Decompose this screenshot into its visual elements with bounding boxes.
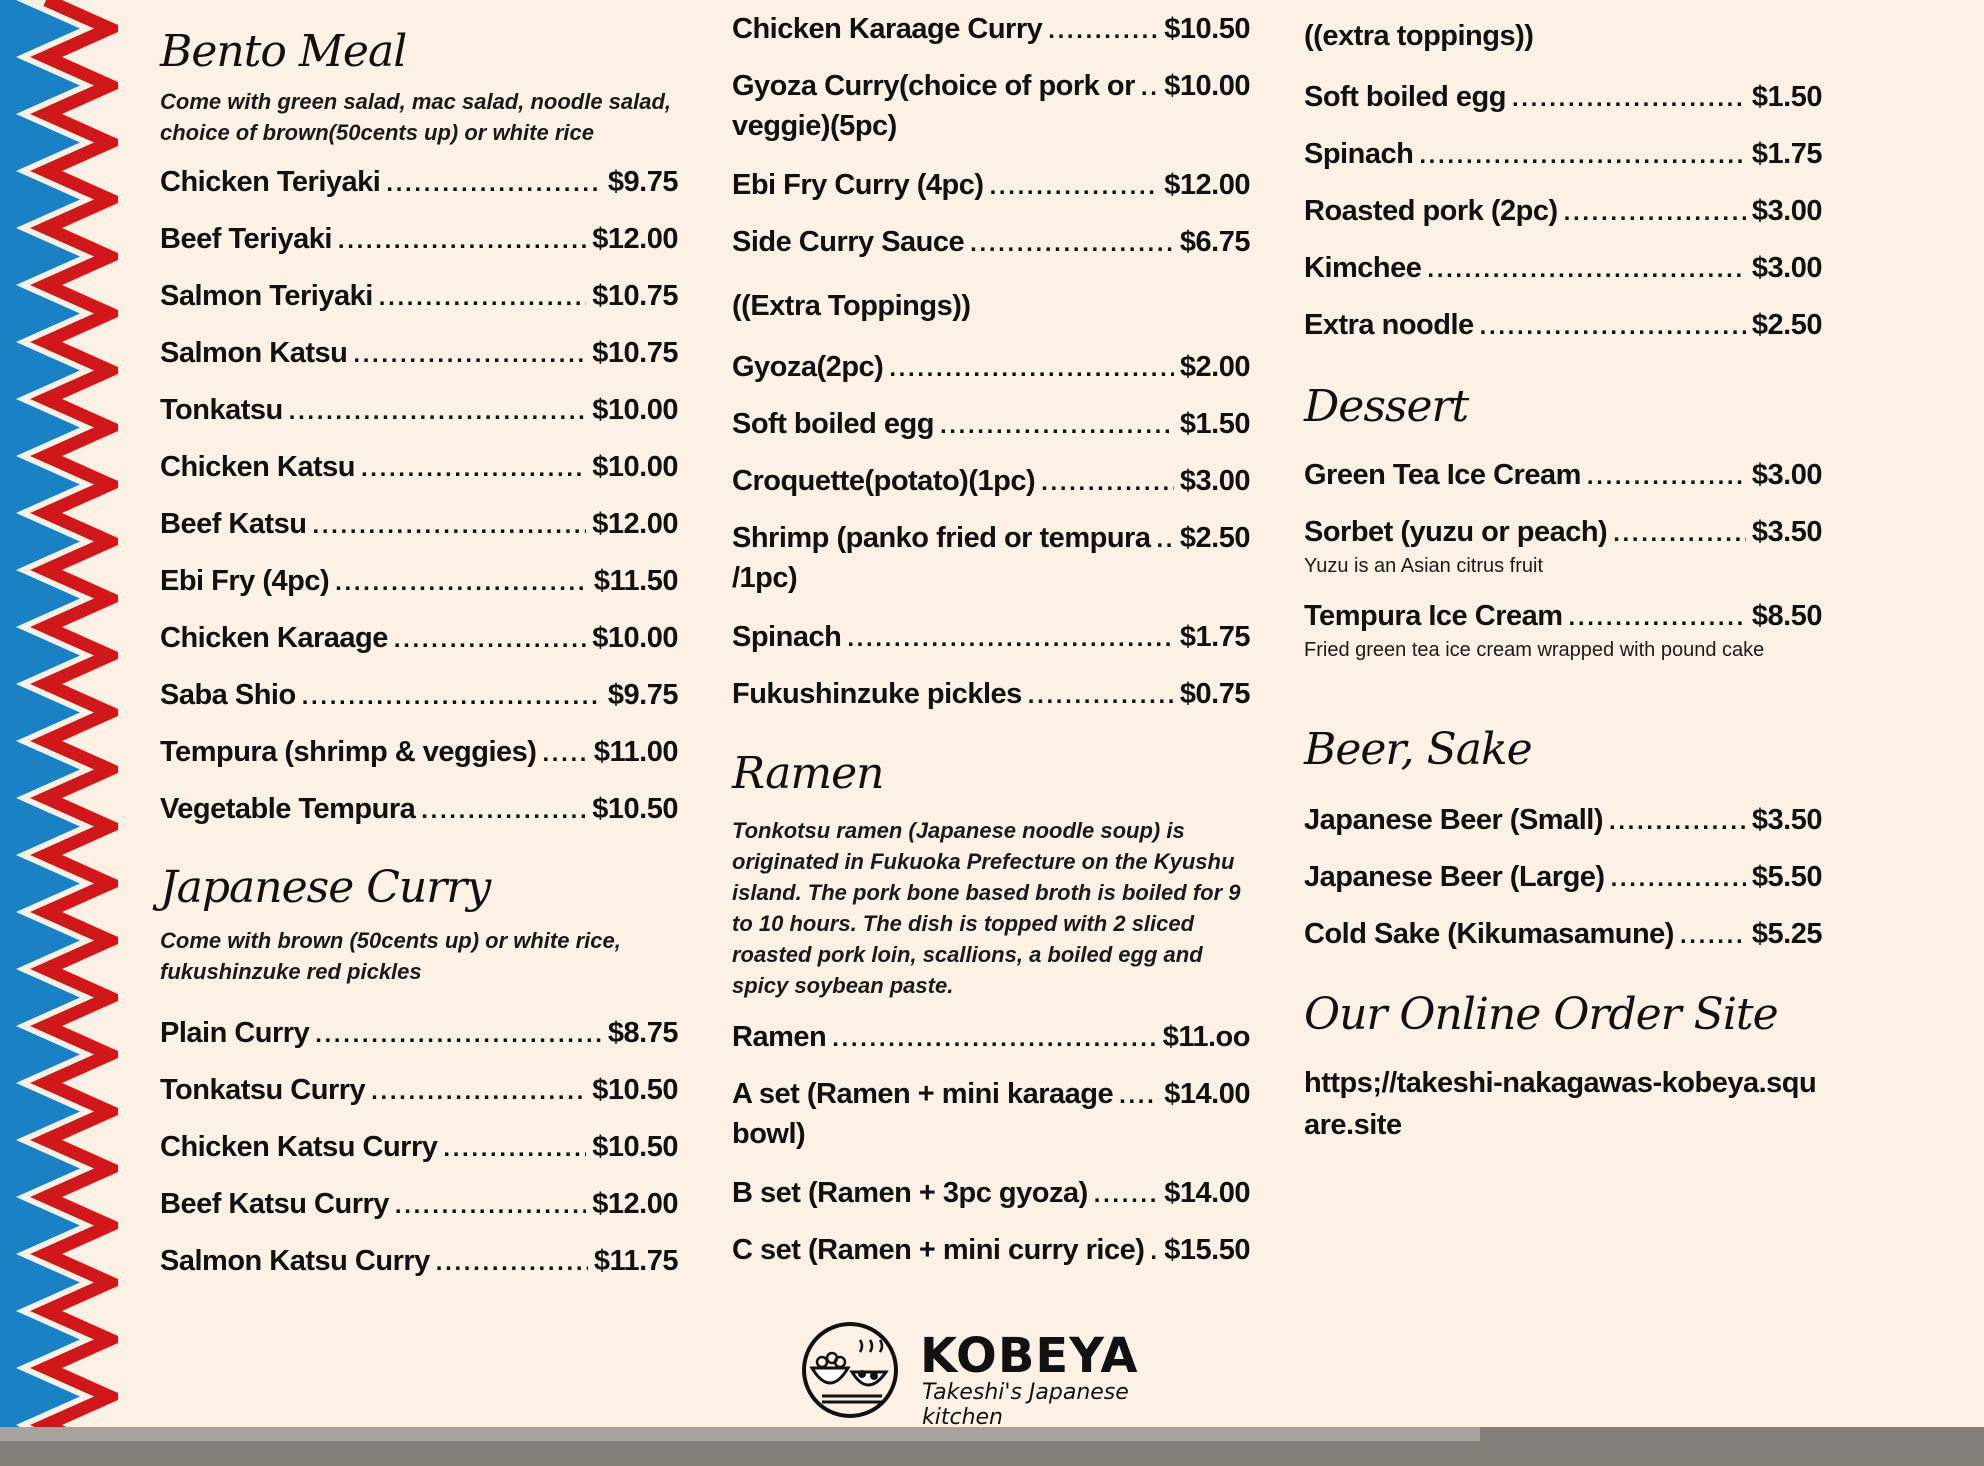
menu-item-price: $10.00: [1164, 70, 1250, 102]
menu-item-name: Spinach: [732, 621, 842, 653]
menu-item-price: $8.50: [1751, 600, 1822, 632]
menu-item: [1304, 857, 1822, 899]
menu-item-price: $11.50: [593, 565, 678, 597]
menu-item-name: Chicken Katsu: [160, 451, 355, 483]
rice-bowl-logo-icon: [792, 1318, 910, 1418]
leader-dots: [395, 1186, 586, 1226]
menu-item: [160, 675, 678, 717]
leader-dots: [832, 1019, 1157, 1059]
menu-item-name: Plain Curry: [160, 1017, 310, 1049]
menu-item-name: Fukushinzuke pickles: [732, 678, 1022, 710]
menu-item-price: $10.00: [592, 622, 678, 654]
leader-dots: [1512, 79, 1746, 119]
menu-item: [732, 1173, 1250, 1215]
menu-item: [732, 66, 1250, 142]
menu-item-price: $10.75: [592, 337, 678, 369]
menu-item-price: $11.00: [593, 736, 678, 768]
brand-tagline: Takeshi's Japanese kitchen: [922, 1380, 1129, 1427]
menu-item-price: $3.00: [1751, 459, 1822, 491]
menu-item: [1304, 305, 1822, 347]
leader-dots: [1041, 463, 1174, 503]
menu-item: [1304, 455, 1822, 497]
menu-item: [1304, 134, 1822, 176]
menu-item-name-continued: veggie)(5pc): [732, 110, 897, 142]
leader-dots: [1141, 68, 1158, 108]
menu-item: [732, 1074, 1250, 1150]
menu-item-price: $10.50: [592, 1131, 678, 1163]
menu-item-price: $2.00: [1179, 351, 1250, 383]
menu-item-price: $10.50: [1164, 13, 1250, 45]
menu-item-price: $14.00: [1164, 1078, 1250, 1110]
leader-dots: [1094, 1175, 1159, 1215]
leader-dots: [302, 677, 602, 717]
leader-dots: [1119, 1076, 1158, 1116]
menu-item-name: Shrimp (panko fried or tempura: [732, 522, 1151, 554]
menu-item: [160, 561, 678, 603]
menu-item: [732, 347, 1250, 389]
zigzag-border-decoration: [0, 0, 118, 1427]
menu-item: [732, 1017, 1250, 1059]
leader-dots: [1680, 916, 1746, 956]
menu-item-name: Roasted pork (2pc): [1304, 195, 1558, 227]
scroll-track[interactable]: [0, 1427, 1480, 1441]
menu-item-price: $10.75: [592, 280, 678, 312]
menu-item-name: A set (Ramen + mini karaage: [732, 1078, 1114, 1110]
menu-item-name: Saba Shio: [160, 679, 296, 711]
leader-dots: [1150, 1232, 1158, 1272]
menu-item: [732, 617, 1250, 659]
leader-dots: [542, 734, 587, 774]
menu-item-name: Japanese Beer (Large): [1304, 861, 1605, 893]
ramen-toppings-title: ((extra toppings)): [1304, 20, 1534, 52]
menu-item-name: Gyoza Curry(choice of pork or: [732, 70, 1135, 102]
menu-item-name: Ebi Fry Curry (4pc): [732, 169, 984, 201]
leader-dots: [353, 335, 586, 375]
menu-item-name: Ebi Fry (4pc): [160, 565, 330, 597]
leader-dots: [313, 506, 587, 546]
leader-dots: [940, 406, 1174, 446]
menu-item-price: $1.50: [1179, 408, 1250, 440]
menu-item-name: Soft boiled egg: [732, 408, 934, 440]
leader-dots: [335, 563, 588, 603]
leader-dots: [1419, 136, 1746, 176]
menu-item-price: $15.50: [1164, 1234, 1250, 1266]
menu-item-name: Soft boiled egg: [1304, 81, 1506, 113]
menu-item-name: Gyoza(2pc): [732, 351, 884, 383]
menu-item-name: Tonkatsu: [160, 394, 283, 426]
menu-item-price: $12.00: [1164, 169, 1250, 201]
menu-item: [160, 447, 678, 489]
menu-item-name: Spinach: [1304, 138, 1414, 170]
bento-description: Come with green salad, mac salad, noodle salad, choice of brown(50cents up) or white rice: [160, 89, 672, 145]
leader-dots: [889, 349, 1174, 389]
menu-item-name: Beef Teriyaki: [160, 223, 332, 255]
menu-item: [1304, 77, 1822, 119]
menu-item-price: $9.75: [607, 679, 678, 711]
menu-item-price: $14.00: [1164, 1177, 1250, 1209]
kobeya-logo: [792, 1318, 1212, 1427]
menu-item-price: $12.00: [592, 508, 678, 540]
menu-item-price: $10.50: [592, 793, 678, 825]
menu-item-name: C set (Ramen + mini curry rice): [732, 1234, 1145, 1266]
menu-item-price: $1.75: [1751, 138, 1822, 170]
menu-item-price: $10.00: [592, 394, 678, 426]
menu-item: [732, 518, 1250, 594]
leader-dots: [1587, 457, 1746, 497]
menu-item-name: B set (Ramen + 3pc gyoza): [732, 1177, 1088, 1209]
menu-item: [1304, 512, 1822, 554]
menu-item-name: Side Curry Sauce: [732, 226, 965, 258]
menu-item-note: Yuzu is an Asian citrus fruit: [1304, 555, 1544, 577]
menu-item: [160, 219, 678, 261]
menu-item-price: $11.75: [593, 1245, 678, 1277]
menu-item: [160, 1127, 678, 1169]
menu-item-price: $1.75: [1179, 621, 1250, 653]
menu-item-name: Tonkatsu Curry: [160, 1074, 366, 1106]
menu-item-name: Ramen: [732, 1021, 827, 1053]
menu-item-name: Vegetable Tempura: [160, 793, 416, 825]
leader-dots: [371, 1072, 586, 1112]
menu-item: [1304, 596, 1822, 638]
menu-item: [1304, 191, 1822, 233]
leader-dots: [421, 791, 586, 831]
leader-dots: [970, 224, 1174, 264]
leader-dots: [847, 619, 1174, 659]
leader-dots: [1048, 11, 1158, 51]
menu-item-price: $2.50: [1751, 309, 1822, 341]
menu-item: [160, 276, 678, 318]
ramen-description: Tonkotsu ramen (Japanese noodle soup) is originated in Fukuoka Prefecture on the Kyushu island. The pork bone based broth is boiled for 9 to 10 hours. The dish is topped with 2 sliced roasted pork loin, scallions, a boiled egg and spicy soybean paste.: [732, 818, 1241, 998]
leader-dots: [443, 1129, 586, 1169]
menu-item-price: $3.50: [1751, 516, 1822, 548]
section-title-drinks: Beer, Sake: [1304, 724, 1532, 775]
section-title-dessert: Dessert: [1304, 381, 1469, 432]
menu-item-name: Cold Sake (Kikumasamune): [1304, 918, 1674, 950]
curry-description: Come with brown (50cents up) or white rice, fukushinzuke red pickles: [160, 928, 621, 984]
leader-dots: [1427, 250, 1746, 290]
menu-item-note: Fried green tea ice cream wrapped with pound cake: [1304, 639, 1765, 661]
leader-dots: [1480, 307, 1746, 347]
leader-dots: [338, 221, 586, 261]
menu-item-name: Salmon Katsu: [160, 337, 348, 369]
menu-item: [732, 674, 1250, 716]
menu-item: [160, 504, 678, 546]
menu-item-price: $3.50: [1751, 804, 1822, 836]
leader-dots: [1028, 676, 1174, 716]
menu-item-name: Green Tea Ice Cream: [1304, 459, 1581, 491]
curry-toppings-title: ((Extra Toppings)): [732, 290, 971, 322]
section-title-bento: Bento Meal: [160, 26, 407, 77]
menu-item-name: Chicken Teriyaki: [160, 166, 381, 198]
menu-item-name: Chicken Katsu Curry: [160, 1131, 438, 1163]
leader-dots: [990, 167, 1159, 207]
menu-item-price: $3.00: [1751, 252, 1822, 284]
menu-item-price: $10.00: [592, 451, 678, 483]
menu-item-price: $3.00: [1751, 195, 1822, 227]
menu-item: [732, 461, 1250, 503]
menu-item: [1304, 800, 1822, 842]
section-title-ramen: Ramen: [732, 748, 884, 799]
menu-item: [160, 333, 678, 375]
menu-item-price: $2.50: [1179, 522, 1250, 554]
menu-item: [160, 1241, 678, 1283]
window-bottom-bar: [0, 1427, 1984, 1466]
leader-dots: [436, 1243, 588, 1283]
leader-dots: [1156, 520, 1173, 560]
menu-item-name: Chicken Karaage: [160, 622, 388, 654]
menu-item-name: Sorbet (yuzu or peach): [1304, 516, 1608, 548]
leader-dots: [1609, 802, 1746, 842]
menu-item: [1304, 914, 1822, 956]
menu-item: [160, 1070, 678, 1112]
menu-item-price: $10.50: [592, 1074, 678, 1106]
leader-dots: [379, 278, 587, 318]
menu-item-price: $3.00: [1179, 465, 1250, 497]
menu-item-name: Chicken Karaage Curry: [732, 13, 1043, 45]
menu-item-name: Croquette(potato)(1pc): [732, 465, 1036, 497]
menu-item-name: Tempura (shrimp & veggies): [160, 736, 537, 768]
menu-item-name: Tempura Ice Cream: [1304, 600, 1563, 632]
menu-item-name: Salmon Teriyaki: [160, 280, 373, 312]
leader-dots: [315, 1015, 602, 1055]
menu-item-price: $6.75: [1179, 226, 1250, 258]
menu-item-name-continued: bowl): [732, 1118, 806, 1150]
menu-item-price: $0.75: [1179, 678, 1250, 710]
menu-item-price: $5.25: [1751, 918, 1822, 950]
leader-dots: [394, 620, 586, 660]
menu-item-name: Kimchee: [1304, 252, 1422, 284]
leader-dots: [1569, 598, 1746, 638]
menu-item: [732, 222, 1250, 264]
menu-item-name-continued: /1pc): [732, 562, 798, 594]
menu-item-name: Japanese Beer (Small): [1304, 804, 1603, 836]
leader-dots: [289, 392, 587, 432]
section-title-curry: Japanese Curry: [160, 862, 491, 913]
leader-dots: [1613, 514, 1746, 554]
menu-item-price: $11.oo: [1162, 1021, 1250, 1053]
menu-item-price: $12.00: [592, 1188, 678, 1220]
menu-item: [160, 618, 678, 660]
leader-dots: [361, 449, 586, 489]
menu-item: [160, 1013, 678, 1055]
menu-item-name: Salmon Katsu Curry: [160, 1245, 430, 1277]
menu-item-name: Beef Katsu: [160, 508, 307, 540]
menu-item: [160, 1184, 678, 1226]
menu-item: [732, 9, 1250, 51]
menu-item-price: $8.75: [607, 1017, 678, 1049]
leader-dots: [1611, 859, 1746, 899]
section-title-online-order: Our Online Order Site: [1304, 989, 1778, 1040]
menu-item-name: Beef Katsu Curry: [160, 1188, 389, 1220]
menu-item-price: $9.75: [607, 166, 678, 198]
menu-item-price: $5.50: [1751, 861, 1822, 893]
menu-item-price: $12.00: [592, 223, 678, 255]
menu-item-price: $1.50: [1751, 81, 1822, 113]
brand-name: KOBEYA: [920, 1328, 1139, 1384]
menu-item: [160, 390, 678, 432]
leader-dots: [386, 164, 602, 204]
menu-item: [160, 162, 678, 204]
leader-dots: [1564, 193, 1746, 233]
menu-item-name: Extra noodle: [1304, 309, 1474, 341]
menu-item: [732, 165, 1250, 207]
menu-item: [1304, 248, 1822, 290]
menu-item: [160, 789, 678, 831]
online-order-url[interactable]: https;//takeshi-nakagawas-kobeya.square.site: [1304, 1067, 1817, 1141]
menu-item: [160, 732, 678, 774]
menu-item: [732, 404, 1250, 446]
menu-item: [732, 1230, 1250, 1272]
